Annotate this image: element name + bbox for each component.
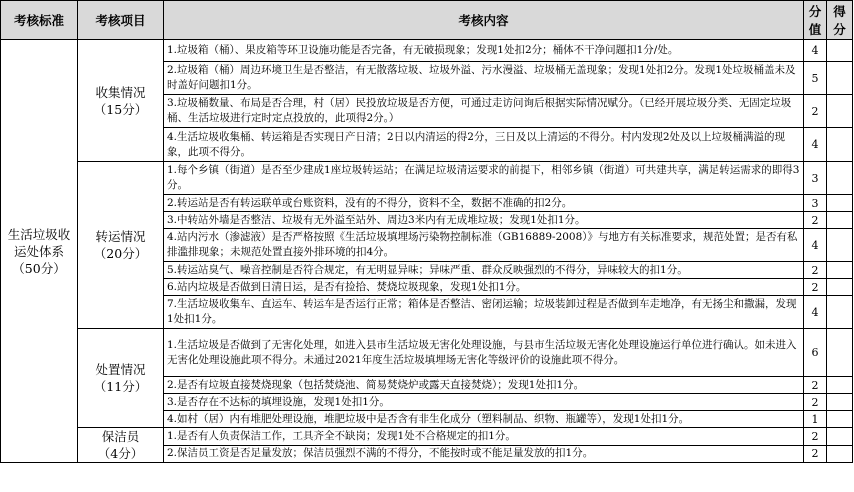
standard-line1: 生活垃圾收 xyxy=(7,226,71,242)
content-cell: 1.每个乡镇（街道）是否至少建成1座垃圾转运站；在满足垃圾清运要求的前提下，相邻乡镇（街道）可共建共享，满足转运需求的即得3分。 xyxy=(164,162,804,195)
score-input-cell[interactable] xyxy=(827,62,853,95)
score-input-cell[interactable] xyxy=(827,296,853,329)
content-cell: 4.生活垃圾收集桶、转运箱是否实现日产日清；2日以内清运的得2分，三日及以上清运的不得分。村内发现2处及以上垃圾桶满溢的现象，此项不得分。 xyxy=(164,128,804,162)
standard-line2: 运处体系 xyxy=(13,243,64,259)
content-cell: 6.站内垃圾是否做到日清日运，是否有捡拾、焚烧垃圾现象，发现1处扣1分。 xyxy=(164,279,804,296)
header-item: 考核项目 xyxy=(78,1,164,40)
points-cell: 2 xyxy=(804,445,827,463)
score-input-cell[interactable] xyxy=(827,229,853,262)
content-cell: 2.垃圾箱（桶）周边环境卫生是否整洁，有无散落垃圾、垃圾外溢、污水漫溢、垃圾桶无盖现象；发现1处扣2分。发现1处垃圾桶盖未及时盖好问题扣1分。 xyxy=(164,62,804,95)
group-cell-transfer xyxy=(78,162,164,329)
points-cell: 2 xyxy=(804,212,827,229)
score-input-cell[interactable] xyxy=(827,262,853,279)
score-input-cell[interactable] xyxy=(827,377,853,394)
score-input-cell[interactable] xyxy=(827,212,853,229)
content-cell: 4.站内污水（渗滤液）是否严格按照《生活垃圾填埋场污染物控制标准（GB16889-2008）》与地方有关标准要求，规范处置；是否有私排滥排现象；未规范处置直接外排环境的扣4分。 xyxy=(164,229,804,262)
points-cell: 3 xyxy=(804,162,827,195)
content-cell: 1.垃圾箱（桶）、果皮箱等环卫设施功能是否完备，有无破损现象；发现1处扣2分；桶体不干净问题扣1分/处。 xyxy=(164,40,804,62)
header-row xyxy=(1,1,853,40)
points-cell: 3 xyxy=(804,195,827,212)
header-score-line1: 得 xyxy=(833,4,846,19)
score-input-cell[interactable] xyxy=(827,40,853,62)
group-name: 保洁员 xyxy=(101,429,140,444)
score-input-cell[interactable] xyxy=(827,428,853,446)
points-cell: 2 xyxy=(804,428,827,446)
content-cell: 2.转运站是否有转运联单或台账资料，没有的不得分，资料不全，数据不准确的扣2分。 xyxy=(164,195,804,212)
header-content: 考核内容 xyxy=(164,1,804,40)
group-name: 收集情况 xyxy=(95,84,146,100)
group-name: 转运情况 xyxy=(95,229,146,244)
group-points: （20分） xyxy=(93,246,148,261)
score-input-cell[interactable] xyxy=(827,195,853,212)
points-cell: 1 xyxy=(804,411,827,428)
header-standard: 考核标准 xyxy=(1,1,78,40)
points-cell: 2 xyxy=(804,377,827,394)
score-input-cell[interactable] xyxy=(827,162,853,195)
points-cell: 6 xyxy=(804,329,827,377)
header-points-line2: 值 xyxy=(808,22,822,37)
points-cell: 4 xyxy=(804,128,827,162)
score-input-cell[interactable] xyxy=(827,329,853,377)
score-input-cell[interactable] xyxy=(827,128,853,162)
table-row xyxy=(1,329,853,377)
group-points: （11分） xyxy=(93,379,148,394)
group-cell-cleaners xyxy=(78,428,164,463)
content-cell: 7.生活垃圾收集车、直运车、转运车是否运行正常；箱体是否整洁、密闭运输；垃圾装卸过程是否做到车走地净，有无扬尘和撒漏，发现1处扣1分。 xyxy=(164,296,804,329)
table-row xyxy=(1,40,853,62)
header-points-line1: 分 xyxy=(808,4,822,19)
score-input-cell[interactable] xyxy=(827,445,853,463)
header-points xyxy=(804,1,827,40)
standard-cell xyxy=(1,40,78,463)
table-row xyxy=(1,162,853,195)
points-cell: 4 xyxy=(804,40,827,62)
content-cell: 5.转运站臭气、噪音控制是否符合规定，有无明显异味；异味严重、群众反映强烈的不得分，异味较大的扣1分。 xyxy=(164,262,804,279)
content-cell: 2.是否有垃圾直接焚烧现象（包括焚烧池、简易焚烧炉或露天直接焚烧）；发现1处扣1分。 xyxy=(164,377,804,394)
content-cell: 1.是否有人负责保洁工作，工具齐全不缺岗；发现1处不合格规定的扣1分。 xyxy=(164,428,804,446)
header-score-line2: 分 xyxy=(833,22,846,37)
score-input-cell[interactable] xyxy=(827,411,853,428)
points-cell: 4 xyxy=(804,296,827,329)
table-row xyxy=(1,428,853,446)
content-cell: 3.中转站外墙是否整洁、垃圾有无外溢至站外、周边3米内有无成堆垃圾；发现1处扣1分。 xyxy=(164,212,804,229)
score-input-cell[interactable] xyxy=(827,279,853,296)
group-name: 处置情况 xyxy=(95,362,146,377)
score-input-cell[interactable] xyxy=(827,394,853,411)
points-cell: 2 xyxy=(804,279,827,296)
content-cell: 1.生活垃圾是否做到了无害化处理，如进入县市生活垃圾无害化处理设施，与县市生活垃圾无害化处理设施运行单位进行确认。如未进入无害化处理设施此项不得分。未通过2021年度生活垃圾填埋场无害化等级评价的设施此项不得分。 xyxy=(164,329,804,377)
points-cell: 2 xyxy=(804,95,827,128)
points-cell: 2 xyxy=(804,262,827,279)
points-cell: 5 xyxy=(804,62,827,95)
content-cell: 3.垃圾桶数量、布局是否合理，村（居）民投放垃圾是否方便，可通过走访问询后根据实际情况赋分。（已经开展垃圾分类、无固定垃圾桶、生活垃圾进行定时定点投放的，此项得2分。） xyxy=(164,95,804,128)
group-points: （4分） xyxy=(97,446,144,461)
group-points: （15分） xyxy=(93,101,148,117)
content-cell: 4.如村（居）内有堆肥处理设施，堆肥垃圾中是否含有非生化成分（塑料制品、织物、瓶罐等），发现1处扣1分。 xyxy=(164,411,804,428)
points-cell: 4 xyxy=(804,229,827,262)
standard-line3: （50分） xyxy=(12,260,66,276)
header-score xyxy=(827,1,853,40)
content-cell: 3.是否存在不达标的填埋设施，发现1处扣1分。 xyxy=(164,394,804,411)
content-cell: 2.保洁员工资是否足量发放；保洁员强烈不满的不得分，不能按时或不能足量发放的扣1分。 xyxy=(164,445,804,463)
points-cell: 2 xyxy=(804,394,827,411)
group-cell-disposal xyxy=(78,329,164,428)
score-input-cell[interactable] xyxy=(827,95,853,128)
group-cell-collection xyxy=(78,40,164,162)
